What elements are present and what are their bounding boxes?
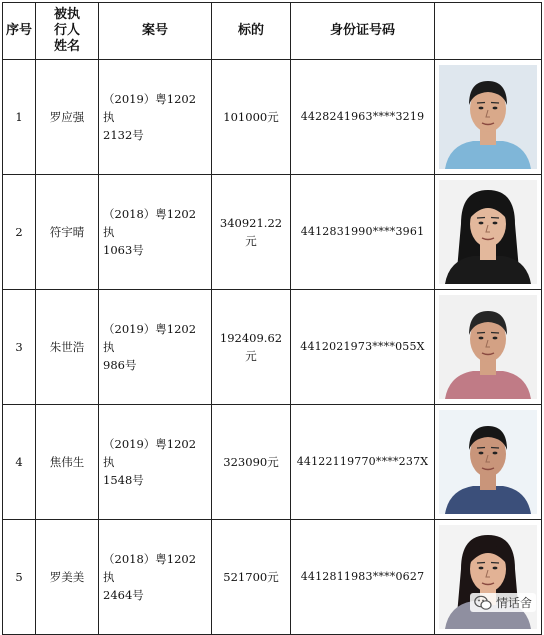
header-amount: 标的 [212, 3, 291, 60]
debtor-table [2, 2, 542, 635]
amount-cell: 521700元 [212, 520, 291, 635]
photo-cell [435, 405, 542, 520]
watermark-text: 情话舍 [495, 596, 532, 610]
amount-cell: 192409.62元 [212, 290, 291, 405]
case-cell: （2019）粤1202执 2132号 [99, 60, 212, 175]
id-cell: 4412811983****0627 [291, 520, 435, 635]
name-cell: 朱世浩 [36, 290, 99, 405]
header-row [3, 3, 542, 60]
name-cell: 符宇晴 [36, 175, 99, 290]
table-row [3, 405, 542, 520]
table-row [3, 60, 542, 175]
header-case: 案号 [99, 3, 212, 60]
wechat-icon [474, 595, 492, 611]
id-cell: 4412021973****055X [291, 290, 435, 405]
seq-cell: 3 [3, 290, 36, 405]
watermark [470, 593, 536, 612]
id-cell: 44122119770****237X [291, 405, 435, 520]
portrait-photo [439, 180, 537, 284]
id-cell: 4428241963****3219 [291, 60, 435, 175]
portrait-photo [439, 295, 537, 399]
seq-cell: 2 [3, 175, 36, 290]
photo-cell [435, 520, 542, 635]
portrait-photo [439, 525, 537, 629]
header-photo [435, 3, 542, 60]
seq-cell: 1 [3, 60, 36, 175]
header-id: 身份证号码 [291, 3, 435, 60]
header-seq: 序号 [3, 3, 36, 60]
amount-cell: 101000元 [212, 60, 291, 175]
portrait-photo [439, 410, 537, 514]
header-name: 被执行人姓名 [36, 3, 99, 60]
amount-cell: 323090元 [212, 405, 291, 520]
id-cell: 4412831990****3961 [291, 175, 435, 290]
seq-cell: 5 [3, 520, 36, 635]
case-cell: （2019）粤1202执 1548号 [99, 405, 212, 520]
name-cell: 罗美美 [36, 520, 99, 635]
name-cell: 焦伟生 [36, 405, 99, 520]
photo-cell [435, 60, 542, 175]
name-cell: 罗应强 [36, 60, 99, 175]
case-cell: （2018）粤1202执 1063号 [99, 175, 212, 290]
case-cell: （2019）粤1202执 986号 [99, 290, 212, 405]
table-row [3, 290, 542, 405]
table-row [3, 520, 542, 635]
photo-cell [435, 290, 542, 405]
seq-cell: 4 [3, 405, 36, 520]
portrait-photo [439, 65, 537, 169]
case-cell: （2018）粤1202执 2464号 [99, 520, 212, 635]
photo-cell [435, 175, 542, 290]
amount-cell: 340921.22元 [212, 175, 291, 290]
table-row [3, 175, 542, 290]
